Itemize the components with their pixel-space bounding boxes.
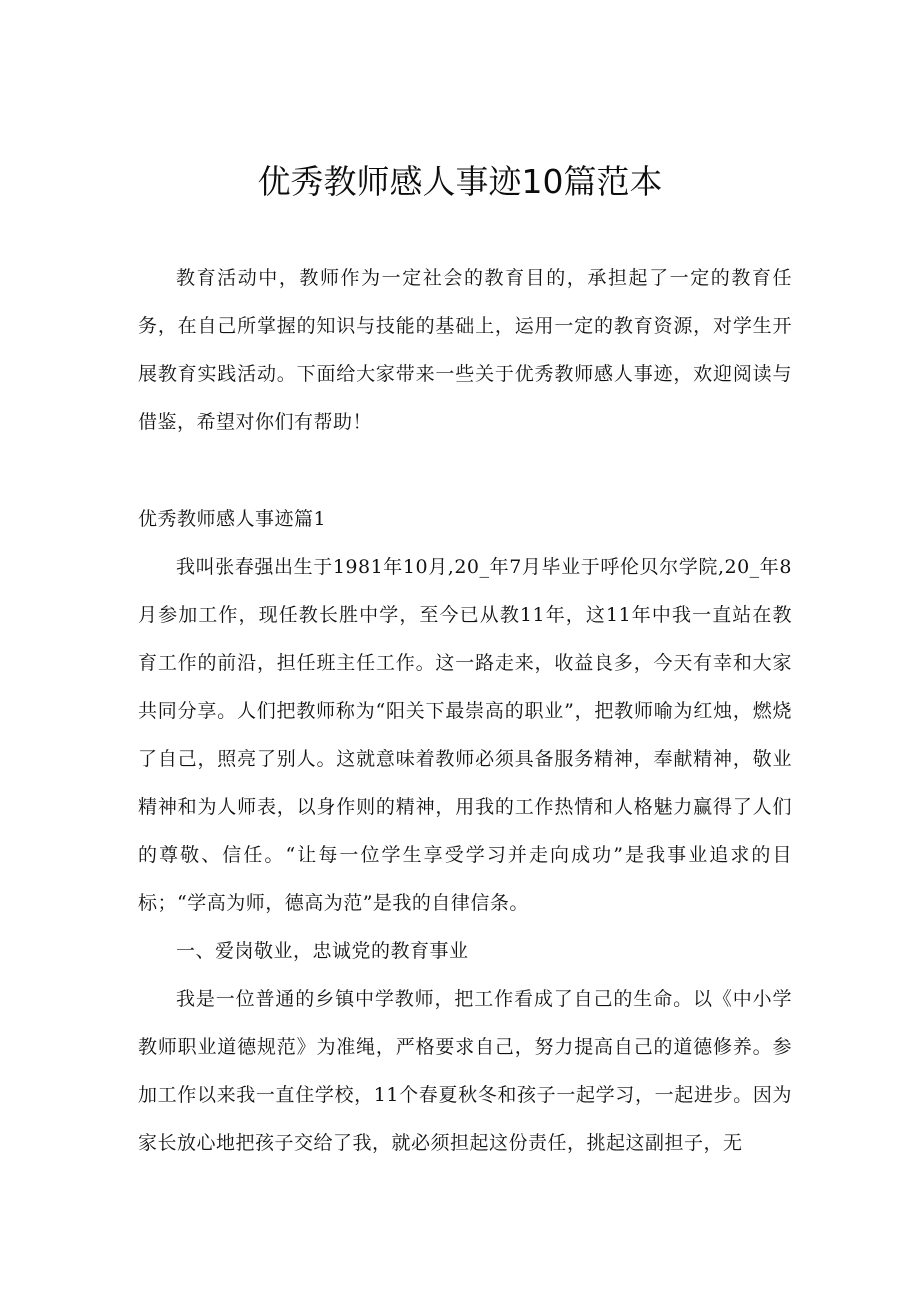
section-heading: 优秀教师感人事迹篇1 [138,508,327,530]
section-block [138,495,792,1167]
document-title: 优秀教师感人事迹10篇范本 [257,162,663,201]
sub-heading: 一、爱岗敬业，忠诚党的教育事业 [176,940,469,962]
intro-paragraph: 教育活动中，教师作为一定社会的教育目的，承担起了一定的教育任务，在自己所掌握的知识与技能的基础上，运用一定的教育资源，对学生开展教育实践活动。下面给大家带来一些关于优秀教师感人事迹，欢迎阅读与借鉴，希望对你们有帮助！ [138,267,792,433]
body-paragraph: 我叫张春强出生于1981年10月,20_年7月毕业于呼伦贝尔学院,20_年8月参加工作，现任教长胜中学，至今已从教11年，这11年中我一直站在教育工作的前沿，担任班主任工作。这一路走来，收益良多，今天有幸和大家共同分享。人们把教师称为“阳关下最崇高的职业”，把教师喻为红烛，燃烧了自己，照亮了别人。这就意味着教师必须具备服务精神，奉献精神，敬业精神和为人师表，以身作则的精神，用我的工作热情和人格魅力赢得了人们的尊敬、信任。“让每一位学生享受学习并走向成功”是我事业追求的目标；“学高为师，德高为范”是我的自律信条。 [138,556,792,914]
body-paragraph: 我是一位普通的乡镇中学教师，把工作看成了自己的生命。以《中小学教师职业道德规范》为准绳，严格要求自己，努力提高自己的道德修养。参加工作以来我一直住学校，11个春夏秋冬和孩子一起学习，一起进步。因为家长放心地把孩子交给了我，就必须担起这份责任，挑起这副担子，无 [138,988,792,1154]
intro-block [138,254,792,446]
